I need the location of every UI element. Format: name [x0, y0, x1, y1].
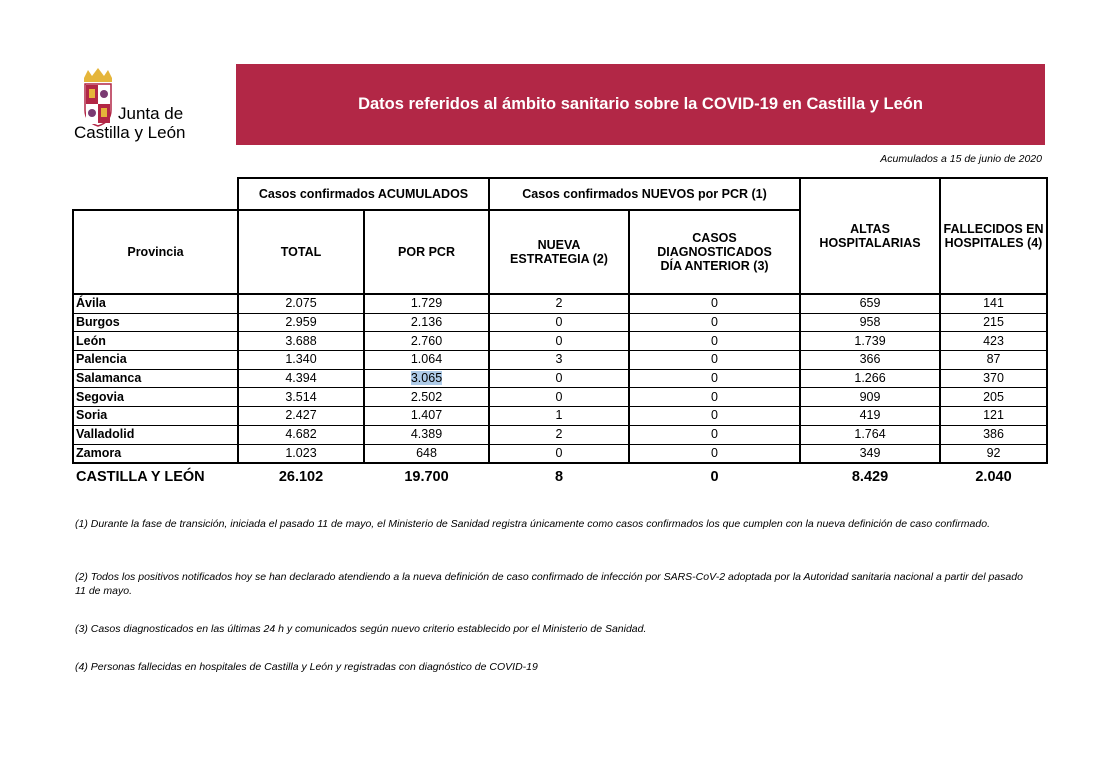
cell-province: Soria — [73, 407, 238, 426]
cell-casos-diagnosticados: 0 — [629, 294, 800, 313]
cell-total: 1.023 — [238, 444, 364, 463]
total-row — [73, 463, 1047, 490]
cell-nueva-estrategia: 1 — [489, 407, 629, 426]
cell-altas: 1.266 — [800, 369, 940, 388]
cell-nueva-estrategia: 0 — [489, 388, 629, 407]
cell-por-pcr: 1.729 — [364, 294, 489, 313]
cell-casos-diagnosticados: 0 — [629, 369, 800, 388]
cell-por-pcr: 2.136 — [364, 313, 489, 332]
cell-nueva-estrategia: 2 — [489, 294, 629, 313]
group-header-new-pcr: Casos confirmados NUEVOS por PCR (1) — [489, 178, 800, 210]
cell-fallecidos: 215 — [940, 313, 1047, 332]
cell-total: 2.075 — [238, 294, 364, 313]
footnote-4: (4) Personas fallecidas en hospitales de Castilla y León y registradas con diagnóstico de COVID-19 — [75, 661, 538, 673]
cell-fallecidos: 141 — [940, 294, 1047, 313]
col-header-casos-diagnosticados: CASOS DIAGNOSTICADOS DÍA ANTERIOR (3) — [629, 210, 800, 294]
coat-of-arms-icon — [80, 68, 116, 128]
total-fallecidos: 2.040 — [975, 469, 1012, 486]
total-altas: 8.429 — [851, 469, 889, 486]
table-row — [73, 294, 1047, 313]
cell-altas: 909 — [800, 388, 940, 407]
cell-total: 2.427 — [238, 407, 364, 426]
cell-fallecidos: 423 — [940, 332, 1047, 351]
col-header-altas: ALTAS HOSPITALARIAS — [800, 178, 940, 294]
logo-text-line2: Castilla y León — [74, 123, 186, 142]
cell-total: 3.514 — [238, 388, 364, 407]
cell-casos-diagnosticados: 0 — [629, 351, 800, 370]
logo-text-line1: Junta de — [118, 104, 184, 123]
table-row — [73, 425, 1047, 444]
cell-total: 3.688 — [238, 332, 364, 351]
cell-total: 1.340 — [238, 351, 364, 370]
junta-logo — [70, 68, 230, 143]
cell-total: 2.959 — [238, 313, 364, 332]
table-row — [73, 388, 1047, 407]
cell-altas: 1.739 — [800, 332, 940, 351]
cell-fallecidos: 386 — [940, 425, 1047, 444]
cell-fallecidos: 370 — [940, 369, 1047, 388]
table-row — [73, 444, 1047, 463]
cell-casos-diagnosticados: 0 — [629, 425, 800, 444]
col-header-por-pcr: POR PCR — [364, 210, 489, 294]
cell-altas: 1.764 — [800, 425, 940, 444]
cell-province: Valladolid — [73, 425, 238, 444]
footnote-1: (1) Durante la fase de transición, iniciada el pasado 11 de mayo, el Ministerio de Sanidad registra únicamente como casos confirmados los que cumplen con la nueva definición de caso confirmado. — [75, 518, 990, 530]
empty-cell — [73, 178, 238, 210]
table-row — [73, 313, 1047, 332]
cell-province: Zamora — [73, 444, 238, 463]
table-row — [73, 351, 1047, 370]
total-province: CASTILLA Y LEÓN — [76, 469, 205, 486]
cell-altas: 349 — [800, 444, 940, 463]
page-title: Datos referidos al ámbito sanitario sobre la COVID-19 en Castilla y León — [358, 95, 923, 113]
table-row — [73, 407, 1047, 426]
title-banner — [236, 64, 1045, 145]
cell-por-pcr: 2.502 — [364, 388, 489, 407]
cell-fallecidos: 205 — [940, 388, 1047, 407]
col-header-province: Provincia — [73, 210, 238, 294]
cell-province: Segovia — [73, 388, 238, 407]
cell-nueva-estrategia: 3 — [489, 351, 629, 370]
cell-por-pcr: 648 — [364, 444, 489, 463]
cell-por-pcr: 4.389 — [364, 425, 489, 444]
cell-casos-diagnosticados: 0 — [629, 388, 800, 407]
cell-casos-diagnosticados: 0 — [629, 407, 800, 426]
cell-nueva-estrategia: 0 — [489, 369, 629, 388]
table-row — [73, 332, 1047, 351]
table-body — [73, 294, 1047, 463]
cell-altas: 419 — [800, 407, 940, 426]
cell-altas: 659 — [800, 294, 940, 313]
col-header-total: TOTAL — [238, 210, 364, 294]
cell-total: 4.394 — [238, 369, 364, 388]
selected-text[interactable]: 3.065 — [410, 371, 443, 386]
cell-province: Burgos — [73, 313, 238, 332]
cell-province: Ávila — [73, 294, 238, 313]
covid-data-table — [72, 177, 1048, 490]
total-por-pcr: 19.700 — [404, 469, 449, 486]
cell-por-pcr: 1.407 — [364, 407, 489, 426]
cell-fallecidos: 92 — [940, 444, 1047, 463]
cell-por-pcr: 1.064 — [364, 351, 489, 370]
table-row — [73, 369, 1047, 388]
total-nueva-estrategia: 8 — [554, 469, 564, 486]
cell-por-pcr — [364, 369, 489, 388]
cell-fallecidos: 87 — [940, 351, 1047, 370]
cell-altas: 366 — [800, 351, 940, 370]
cell-nueva-estrategia: 0 — [489, 332, 629, 351]
footnote-2: (2) Todos los positivos notificados hoy se han declarado atendiendo a la nueva definición de caso confirmado de infección por SARS-CoV-2 adoptada por la Autoridad sanitaria nacional a partir del pasado 11 de mayo. — [75, 571, 1023, 597]
total-casos-diagnosticados: 0 — [710, 469, 719, 486]
cell-casos-diagnosticados: 0 — [629, 444, 800, 463]
cell-nueva-estrategia: 2 — [489, 425, 629, 444]
cell-nueva-estrategia: 0 — [489, 313, 629, 332]
cell-nueva-estrategia: 0 — [489, 444, 629, 463]
cell-casos-diagnosticados: 0 — [629, 313, 800, 332]
col-header-fallecidos: FALLECIDOS EN HOSPITALES (4) — [940, 178, 1047, 294]
footnote-3: (3) Casos diagnosticados en las últimas 24 h y comunicados según nuevo criterio establecido por el Ministerio de Sanidad. — [75, 623, 647, 635]
total-total: 26.102 — [278, 469, 324, 486]
cell-fallecidos: 121 — [940, 407, 1047, 426]
cell-altas: 958 — [800, 313, 940, 332]
cell-por-pcr: 2.760 — [364, 332, 489, 351]
cell-province: Salamanca — [73, 369, 238, 388]
cell-total: 4.682 — [238, 425, 364, 444]
group-header-accumulated: Casos confirmados ACUMULADOS — [238, 178, 489, 210]
date-note: Acumulados a 15 de junio de 2020 — [880, 153, 1042, 165]
col-header-nueva-estrategia: NUEVA ESTRATEGIA (2) — [489, 210, 629, 294]
cell-province: Palencia — [73, 351, 238, 370]
cell-casos-diagnosticados: 0 — [629, 332, 800, 351]
cell-province: León — [73, 332, 238, 351]
